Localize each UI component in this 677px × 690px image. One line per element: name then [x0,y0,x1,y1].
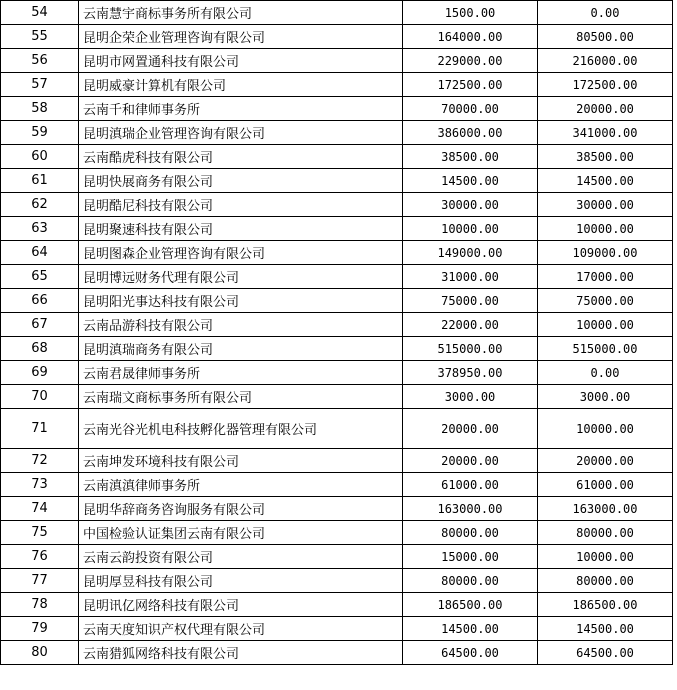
table-row [1,73,673,97]
amount-1: 64500.00 [403,641,538,665]
amount-2: 14500.00 [538,169,673,193]
amount-2: 172500.00 [538,73,673,97]
amount-2: 80000.00 [538,569,673,593]
row-number: 61 [1,169,79,193]
amount-2: 30000.00 [538,193,673,217]
row-number: 72 [1,449,79,473]
company-name: 昆明企荣企业管理咨询有限公司 [79,25,403,49]
table-row [1,1,673,25]
amount-2: 515000.00 [538,337,673,361]
table-row [1,337,673,361]
row-number: 76 [1,545,79,569]
company-name: 云南瑞文商标事务所有限公司 [79,385,403,409]
company-name: 云南慧宇商标事务所有限公司 [79,1,403,25]
company-name: 昆明聚速科技有限公司 [79,217,403,241]
table-row [1,593,673,617]
row-number: 55 [1,25,79,49]
row-number: 68 [1,337,79,361]
company-name: 云南坤发环境科技有限公司 [79,449,403,473]
amount-1: 80000.00 [403,569,538,593]
table-row [1,97,673,121]
company-name: 昆明厚昱科技有限公司 [79,569,403,593]
table-row [1,241,673,265]
amount-2: 10000.00 [538,217,673,241]
amount-2: 64500.00 [538,641,673,665]
table-row [1,145,673,169]
row-number: 54 [1,1,79,25]
row-number: 74 [1,497,79,521]
table-row [1,473,673,497]
amount-2: 10000.00 [538,313,673,337]
table-row [1,265,673,289]
row-number: 79 [1,617,79,641]
company-name: 云南云韵投资有限公司 [79,545,403,569]
company-name: 昆明阳光事达科技有限公司 [79,289,403,313]
table-row [1,25,673,49]
company-name: 昆明博远财务代理有限公司 [79,265,403,289]
row-number: 80 [1,641,79,665]
amount-1: 172500.00 [403,73,538,97]
amount-1: 75000.00 [403,289,538,313]
row-number: 64 [1,241,79,265]
amount-2: 75000.00 [538,289,673,313]
amount-1: 15000.00 [403,545,538,569]
amount-1: 14500.00 [403,617,538,641]
amount-1: 164000.00 [403,25,538,49]
table-row [1,409,673,449]
row-number: 73 [1,473,79,497]
amount-2: 80500.00 [538,25,673,49]
company-name: 云南天度知识产权代理有限公司 [79,617,403,641]
row-number: 67 [1,313,79,337]
company-name: 昆明威豪计算机有限公司 [79,73,403,97]
amount-1: 31000.00 [403,265,538,289]
row-number: 65 [1,265,79,289]
table-row [1,217,673,241]
amount-1: 386000.00 [403,121,538,145]
table-row [1,169,673,193]
amount-2: 10000.00 [538,545,673,569]
table-row [1,313,673,337]
company-name: 云南猎狐网络科技有限公司 [79,641,403,665]
amount-1: 229000.00 [403,49,538,73]
row-number: 70 [1,385,79,409]
amount-1: 186500.00 [403,593,538,617]
row-number: 57 [1,73,79,97]
amount-1: 61000.00 [403,473,538,497]
company-name: 昆明华辞商务咨询服务有限公司 [79,497,403,521]
amount-1: 22000.00 [403,313,538,337]
row-number: 78 [1,593,79,617]
amount-1: 20000.00 [403,409,538,449]
company-name: 云南滇滇律师事务所 [79,473,403,497]
amount-2: 38500.00 [538,145,673,169]
amount-1: 1500.00 [403,1,538,25]
amount-2: 14500.00 [538,617,673,641]
amount-2: 216000.00 [538,49,673,73]
amount-2: 163000.00 [538,497,673,521]
table-row [1,121,673,145]
company-name: 中国检验认证集团云南有限公司 [79,521,403,545]
row-number: 66 [1,289,79,313]
company-name: 云南千和律师事务所 [79,97,403,121]
amount-2: 0.00 [538,361,673,385]
company-name: 昆明市网置通科技有限公司 [79,49,403,73]
company-name: 云南品游科技有限公司 [79,313,403,337]
row-number: 60 [1,145,79,169]
row-number: 77 [1,569,79,593]
table-row [1,617,673,641]
row-number: 75 [1,521,79,545]
amount-1: 80000.00 [403,521,538,545]
table-row [1,361,673,385]
table-row [1,497,673,521]
amount-1: 149000.00 [403,241,538,265]
amount-1: 163000.00 [403,497,538,521]
row-number: 69 [1,361,79,385]
amount-2: 61000.00 [538,473,673,497]
table-row [1,521,673,545]
row-number: 71 [1,409,79,449]
amount-2: 80000.00 [538,521,673,545]
company-name: 云南酷虎科技有限公司 [79,145,403,169]
table-row [1,385,673,409]
amount-1: 70000.00 [403,97,538,121]
amount-2: 341000.00 [538,121,673,145]
amount-2: 20000.00 [538,449,673,473]
table-row [1,193,673,217]
table-row [1,545,673,569]
table-row [1,641,673,665]
row-number: 63 [1,217,79,241]
row-number: 59 [1,121,79,145]
table-row [1,49,673,73]
amount-2: 109000.00 [538,241,673,265]
amount-1: 20000.00 [403,449,538,473]
amount-2: 3000.00 [538,385,673,409]
amount-2: 20000.00 [538,97,673,121]
amount-1: 30000.00 [403,193,538,217]
company-name: 昆明滇瑞企业管理咨询有限公司 [79,121,403,145]
company-name: 昆明滇瑞商务有限公司 [79,337,403,361]
row-number: 62 [1,193,79,217]
amount-2: 17000.00 [538,265,673,289]
company-name: 昆明图森企业管理咨询有限公司 [79,241,403,265]
row-number: 56 [1,49,79,73]
table-row [1,569,673,593]
company-name: 云南君晟律师事务所 [79,361,403,385]
amount-2: 186500.00 [538,593,673,617]
table-row [1,449,673,473]
company-name: 昆明酷尼科技有限公司 [79,193,403,217]
company-name: 昆明讯亿网络科技有限公司 [79,593,403,617]
company-name: 昆明快展商务有限公司 [79,169,403,193]
amount-1: 10000.00 [403,217,538,241]
amount-1: 38500.00 [403,145,538,169]
amount-1: 515000.00 [403,337,538,361]
row-number: 58 [1,97,79,121]
table-row [1,289,673,313]
amount-1: 3000.00 [403,385,538,409]
amount-1: 378950.00 [403,361,538,385]
company-name: 云南光谷光机电科技孵化器管理有限公司 [79,409,403,449]
amount-2: 0.00 [538,1,673,25]
amount-2: 10000.00 [538,409,673,449]
amount-1: 14500.00 [403,169,538,193]
